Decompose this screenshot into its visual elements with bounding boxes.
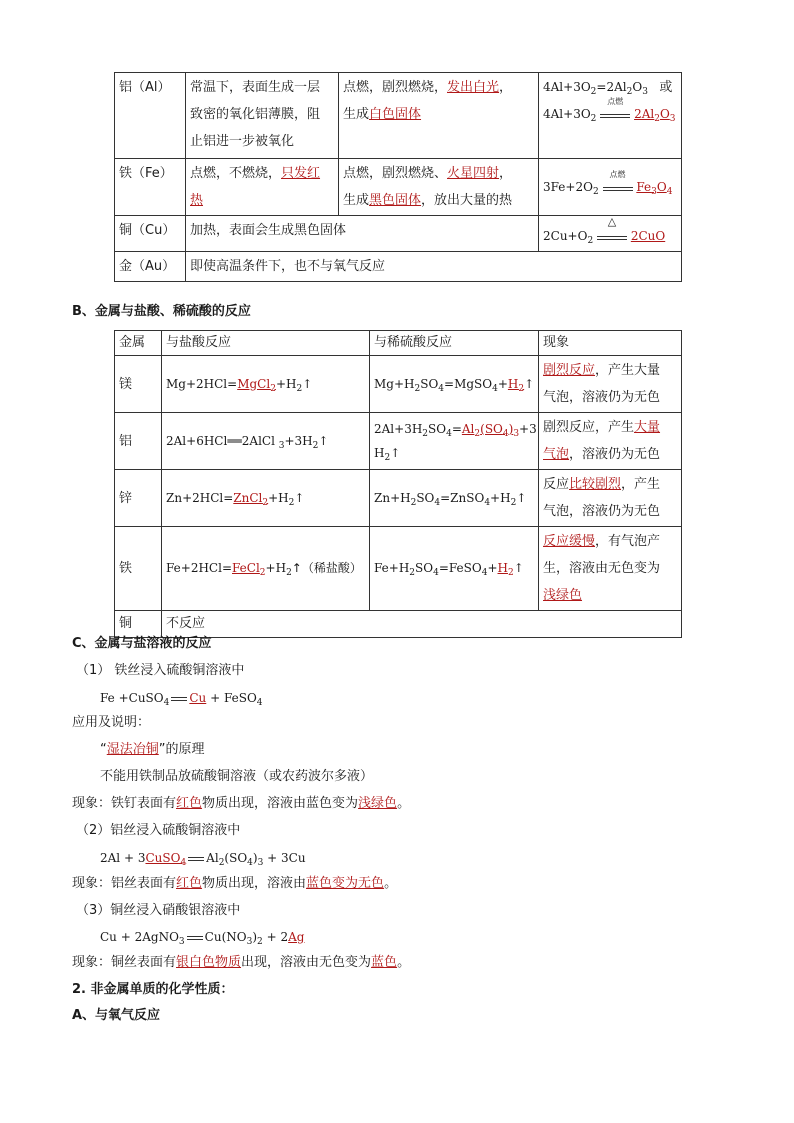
text: Mg+2HCl= [166,376,238,391]
text: 2Cu+O [543,229,588,243]
metal-cell [115,252,186,282]
metal-name: 金（Au） [119,259,176,274]
product [507,376,525,394]
table-row [115,356,682,413]
subscript: 4 [492,383,498,394]
text: =FeSO [438,561,482,575]
highlight-text: 蓝色 [371,955,398,970]
equals-sign [600,114,630,118]
metal-name: 铁 [119,561,133,576]
text: + [487,561,498,575]
text: Zn+2HCl= [166,490,234,505]
gas-arrow: ↑ [513,561,524,575]
desc-line: 常温下，表面生成一层 [190,80,321,95]
text: FeCl [232,561,260,575]
equation-line [543,97,677,128]
header-cell [115,331,162,356]
subscript: 4 [446,429,452,439]
metal-name: 锌 [119,490,133,506]
highlight-text: 红色 [176,796,203,811]
subscript: 3 [669,114,676,124]
label: 应用及说明： [72,715,151,730]
phenomenon-line [72,953,410,973]
text: ，产生 [621,477,661,492]
product [145,851,187,868]
text: + 3Cu [267,851,306,865]
subscript: 2 [590,87,597,97]
header-cell [162,331,370,356]
note-line: 不能用铁制品放硫酸铜溶液（或农药波尔多液） [100,769,374,784]
table-row [115,73,682,159]
text: 气泡，溶液仍为无色 [543,390,661,405]
text: 。 [397,955,411,970]
highlight-text: 反应缓慢 [543,534,596,549]
subscript: 2 [312,440,319,451]
highlight-text: 浅绿色 [358,796,398,811]
text: ，放出大量的热 [421,193,513,208]
subscript: 2 [654,114,660,124]
text: SO [415,561,434,575]
text: +3H [284,433,313,448]
table-row [115,470,682,527]
gas-arrow: ↑ [302,376,313,391]
equals-sign [187,936,203,940]
table-row [115,159,682,216]
text: 点燃，剧烈燃烧， [343,80,448,95]
highlight-text: 湿法冶铜 [106,742,159,757]
note-line [100,740,205,760]
subscript: 4 [163,698,170,708]
text: +H [275,376,297,391]
text: ，有气泡产 [595,534,661,549]
text: + 2 [266,930,289,944]
text: ) [252,851,258,865]
highlight-text: 蓝色变为无色 [306,876,385,891]
text: Cu(NO [204,930,247,944]
highlight-text: 浅绿色 [543,588,583,603]
text: 点燃，剧烈燃烧、 [343,166,448,181]
header-cell [370,331,539,356]
text: 剧烈反应，产生 [543,420,635,435]
metal-name: 铁（Fe） [119,166,173,181]
text: +H [490,490,511,505]
text: 生成 [343,193,370,208]
subscript: 3 [246,937,253,947]
text: “ [100,742,107,757]
subscript: 2 [296,383,303,394]
text: 3Fe+2O [543,179,593,194]
equation-cell [539,73,682,159]
reaction-condition [600,97,630,118]
text: H [374,446,385,460]
product [233,490,269,508]
subscript: 2 [518,383,525,394]
text: Zn+H [374,490,411,505]
oxygen-reaction-table [114,72,682,282]
subscript: 4 [481,568,488,578]
equation-cell [539,159,682,216]
metal-name: 铜（Cu） [119,223,176,238]
highlight-text: 热 [190,193,204,208]
text: Al [461,422,475,436]
gas-arrow: ↑ [524,376,535,391]
metal-name: 铝 [119,433,133,449]
text: SO [428,422,447,436]
text: +3 [519,422,537,436]
hcl-cell [162,413,370,470]
text: = [451,422,462,436]
metal-name: 铝（Al） [119,80,171,95]
equals-sign [188,857,204,861]
text: Fe+2HCl= [166,561,232,575]
text: (SO [224,851,248,865]
phenomenon-cell [539,527,682,611]
header-text: 现象 [543,335,570,350]
text: 现象：铁钉表面有 [72,796,177,811]
subscript: 3 [257,858,264,868]
subscript: 2 [286,568,292,578]
subsection-title: （1） 铁丝浸入硫酸铜溶液中 [76,663,245,678]
text: CuSO [145,851,181,865]
subscript: 4 [434,497,441,508]
text: ， [499,80,513,95]
text: 点燃，不燃烧， [190,166,282,181]
text: O [656,179,667,194]
text: ) [252,930,258,944]
highlight-text: 红色 [176,876,203,891]
table-row [115,252,682,282]
text: ， [499,166,513,181]
subscript: 2 [288,497,295,508]
highlight-text: 只发红 [281,166,321,181]
subscript: 4 [666,186,673,197]
text: 即使高温条件下，也不与氧气反应 [190,259,386,274]
equals-sign [597,236,627,240]
highlight-text: 黑色固体 [369,193,422,208]
subscript: 4 [247,858,253,868]
subscript: 3 [278,440,285,451]
subscript: 2 [590,114,597,124]
description-cell [186,252,682,282]
text: 或 [659,80,673,95]
phenomenon-line [72,874,397,894]
product [636,179,673,197]
product [232,561,266,578]
header-cell [539,331,682,356]
product: Cu [189,691,207,705]
subscript: 2 [510,497,517,508]
text: 反应 [543,477,570,492]
subscript: 4 [256,698,263,708]
highlight-text: 白色固体 [369,107,422,122]
hcl-cell [162,470,370,527]
subscript: 2 [626,87,633,97]
text: 物质出现，溶液由 [202,876,307,891]
gas-arrow: ↑ [390,446,401,460]
text: O [659,107,670,121]
text: Fe+H [374,561,410,575]
product [634,107,676,124]
metal-cell [115,73,186,159]
metal-cell [115,159,186,216]
text: 不反应 [166,616,206,631]
text: +H [268,490,289,505]
text: + [497,376,508,391]
description-cell [186,159,339,216]
product: Ag [288,930,305,944]
text: +H [265,561,287,575]
phenomenon-cell [539,470,682,527]
text: 出现，溶液由无色变为 [241,955,372,970]
text: 。 [384,876,398,891]
desc-line: 止铝进一步被氧化 [190,134,295,149]
gas-arrow: ↑ [516,490,527,505]
text: ↑（稀盐酸） [291,561,362,575]
text: ZnCl [233,490,263,505]
text: SO [416,490,435,505]
highlight-text: 银白色物质 [176,955,242,970]
product [461,422,520,439]
equation [100,848,306,868]
table-row [115,527,682,611]
product: 2CuO [630,229,666,243]
subscript: 2 [414,383,421,394]
text: ，产生大量 [595,363,661,378]
subscript: 2 [422,429,429,439]
subscript: 2 [257,937,263,947]
text: SO [420,376,439,391]
text: ”的原理 [158,742,205,757]
text: 2Al+3H [374,422,423,436]
section-title: C、金属与盐溶液的反应 [72,636,212,651]
reaction-condition [597,215,627,240]
gas-arrow: ↑ [318,433,329,448]
section-title: A、与氧气反应 [72,1008,161,1023]
description-cell [186,216,539,252]
subscript: 3 [513,429,520,439]
table-row [115,216,682,252]
subscript: 4 [180,858,187,868]
subscript: 2 [409,568,416,578]
metal-name: 镁 [119,376,133,392]
text: H [497,561,508,575]
text: 物质出现，溶液由蓝色变为 [202,796,359,811]
text: H [507,376,519,391]
equation [100,927,304,947]
reaction-condition [603,169,633,191]
equation [100,688,263,708]
phenomenon-cell [539,413,682,470]
description-cell [162,611,682,638]
description-cell [186,73,339,159]
condition-label: △ [607,215,617,228]
text: Fe +CuSO [100,691,164,705]
h2so4-cell [370,470,539,527]
subscript: 4 [502,429,509,439]
condition-label: 点燃 [607,97,624,106]
text: (SO [480,422,503,436]
header-text: 与稀硫酸反应 [374,335,453,350]
text: 现象：铜丝表面有 [72,955,177,970]
text: 2Al [634,107,655,121]
text: =MgSO [444,376,493,391]
subscript: 2 [507,568,514,578]
text: 气泡，溶液仍为无色 [543,504,661,519]
subscript: 3 [178,937,185,947]
header-text: 与盐酸反应 [166,335,232,350]
text: 。 [397,796,411,811]
highlight-text: 大量 [634,420,661,435]
section-title: B、金属与盐酸、稀硫酸的反应 [72,304,251,319]
text: Cu + 2AgNO [100,930,179,944]
text: 2Al + 3 [100,851,146,865]
text: Fe [636,179,652,194]
text: 4Al+3O [543,80,591,94]
subscript: 2 [474,429,481,439]
subscript: 4 [484,497,491,508]
metal-cell [115,413,162,470]
table-row [115,413,682,470]
highlight-text: 剧烈反应 [543,363,596,378]
subscript: 2 [384,453,391,463]
text: =ZnSO [440,490,485,505]
subscript: 2 [410,497,417,508]
text: O [632,80,643,94]
text: 2Al+6HCl══2AlCl [166,433,275,448]
phenomenon-cell [339,159,539,216]
phenomenon-cell [339,73,539,159]
metal-cell [115,470,162,527]
highlight-text: 气泡 [543,447,570,462]
text: ，溶液仍为无色 [569,447,661,462]
text: 现象：铝丝表面有 [72,876,177,891]
text: =2Al [596,80,627,94]
text: 生成 [343,107,370,122]
condition-label: 点燃 [609,169,626,179]
highlight-text: 火星四射 [447,166,500,181]
text: Al [206,851,219,865]
text: 加热，表面会生成黑色固体 [190,223,347,238]
text: Mg+H [374,376,415,391]
text: 4Al+3O [543,107,591,121]
subsection-title: （3）铜丝浸入硝酸银溶液中 [76,903,241,918]
text: MgCl [237,376,271,391]
metal-cell [115,527,162,611]
subscript: 2 [218,858,225,868]
metal-cell [115,356,162,413]
h2so4-cell [370,356,539,413]
subscript: 2 [262,497,269,508]
h2so4-cell [370,413,539,470]
h2so4-cell [370,527,539,611]
hcl-cell [162,527,370,611]
product [497,561,514,578]
gas-arrow: ↑ [294,490,305,505]
metal-cell [115,216,186,252]
equals-sign [603,187,633,191]
highlight-text: 比较剧烈 [569,477,622,492]
table-header-row [115,331,682,356]
text: + FeSO [210,691,257,705]
subscript: 4 [438,383,445,394]
subscript: 3 [642,87,648,97]
highlight-text: 发出白光 [447,80,500,95]
text: ) [508,422,514,436]
product [237,376,276,394]
subscript: 3 [651,186,657,197]
section-title: 2. 非金属单质的化学性质： [72,982,234,997]
hcl-cell [162,356,370,413]
text: 生，溶液由无色变为 [543,561,661,576]
equals-sign [171,697,187,701]
acid-reaction-table [114,330,682,638]
subscript: 2 [592,186,599,197]
header-text: 金属 [119,335,146,350]
metal-name: 铜 [119,616,133,631]
subscript: 2 [270,383,276,394]
subscript: 2 [259,568,266,578]
phenomenon-cell [539,356,682,413]
subsection-title: （2）铝丝浸入硫酸铜溶液中 [76,823,241,838]
desc-line: 致密的氧化铝薄膜，阻 [190,107,321,122]
subscript: 4 [433,568,439,578]
phenomenon-line [72,794,410,814]
equation-cell [539,216,682,252]
subscript: 2 [587,236,594,246]
